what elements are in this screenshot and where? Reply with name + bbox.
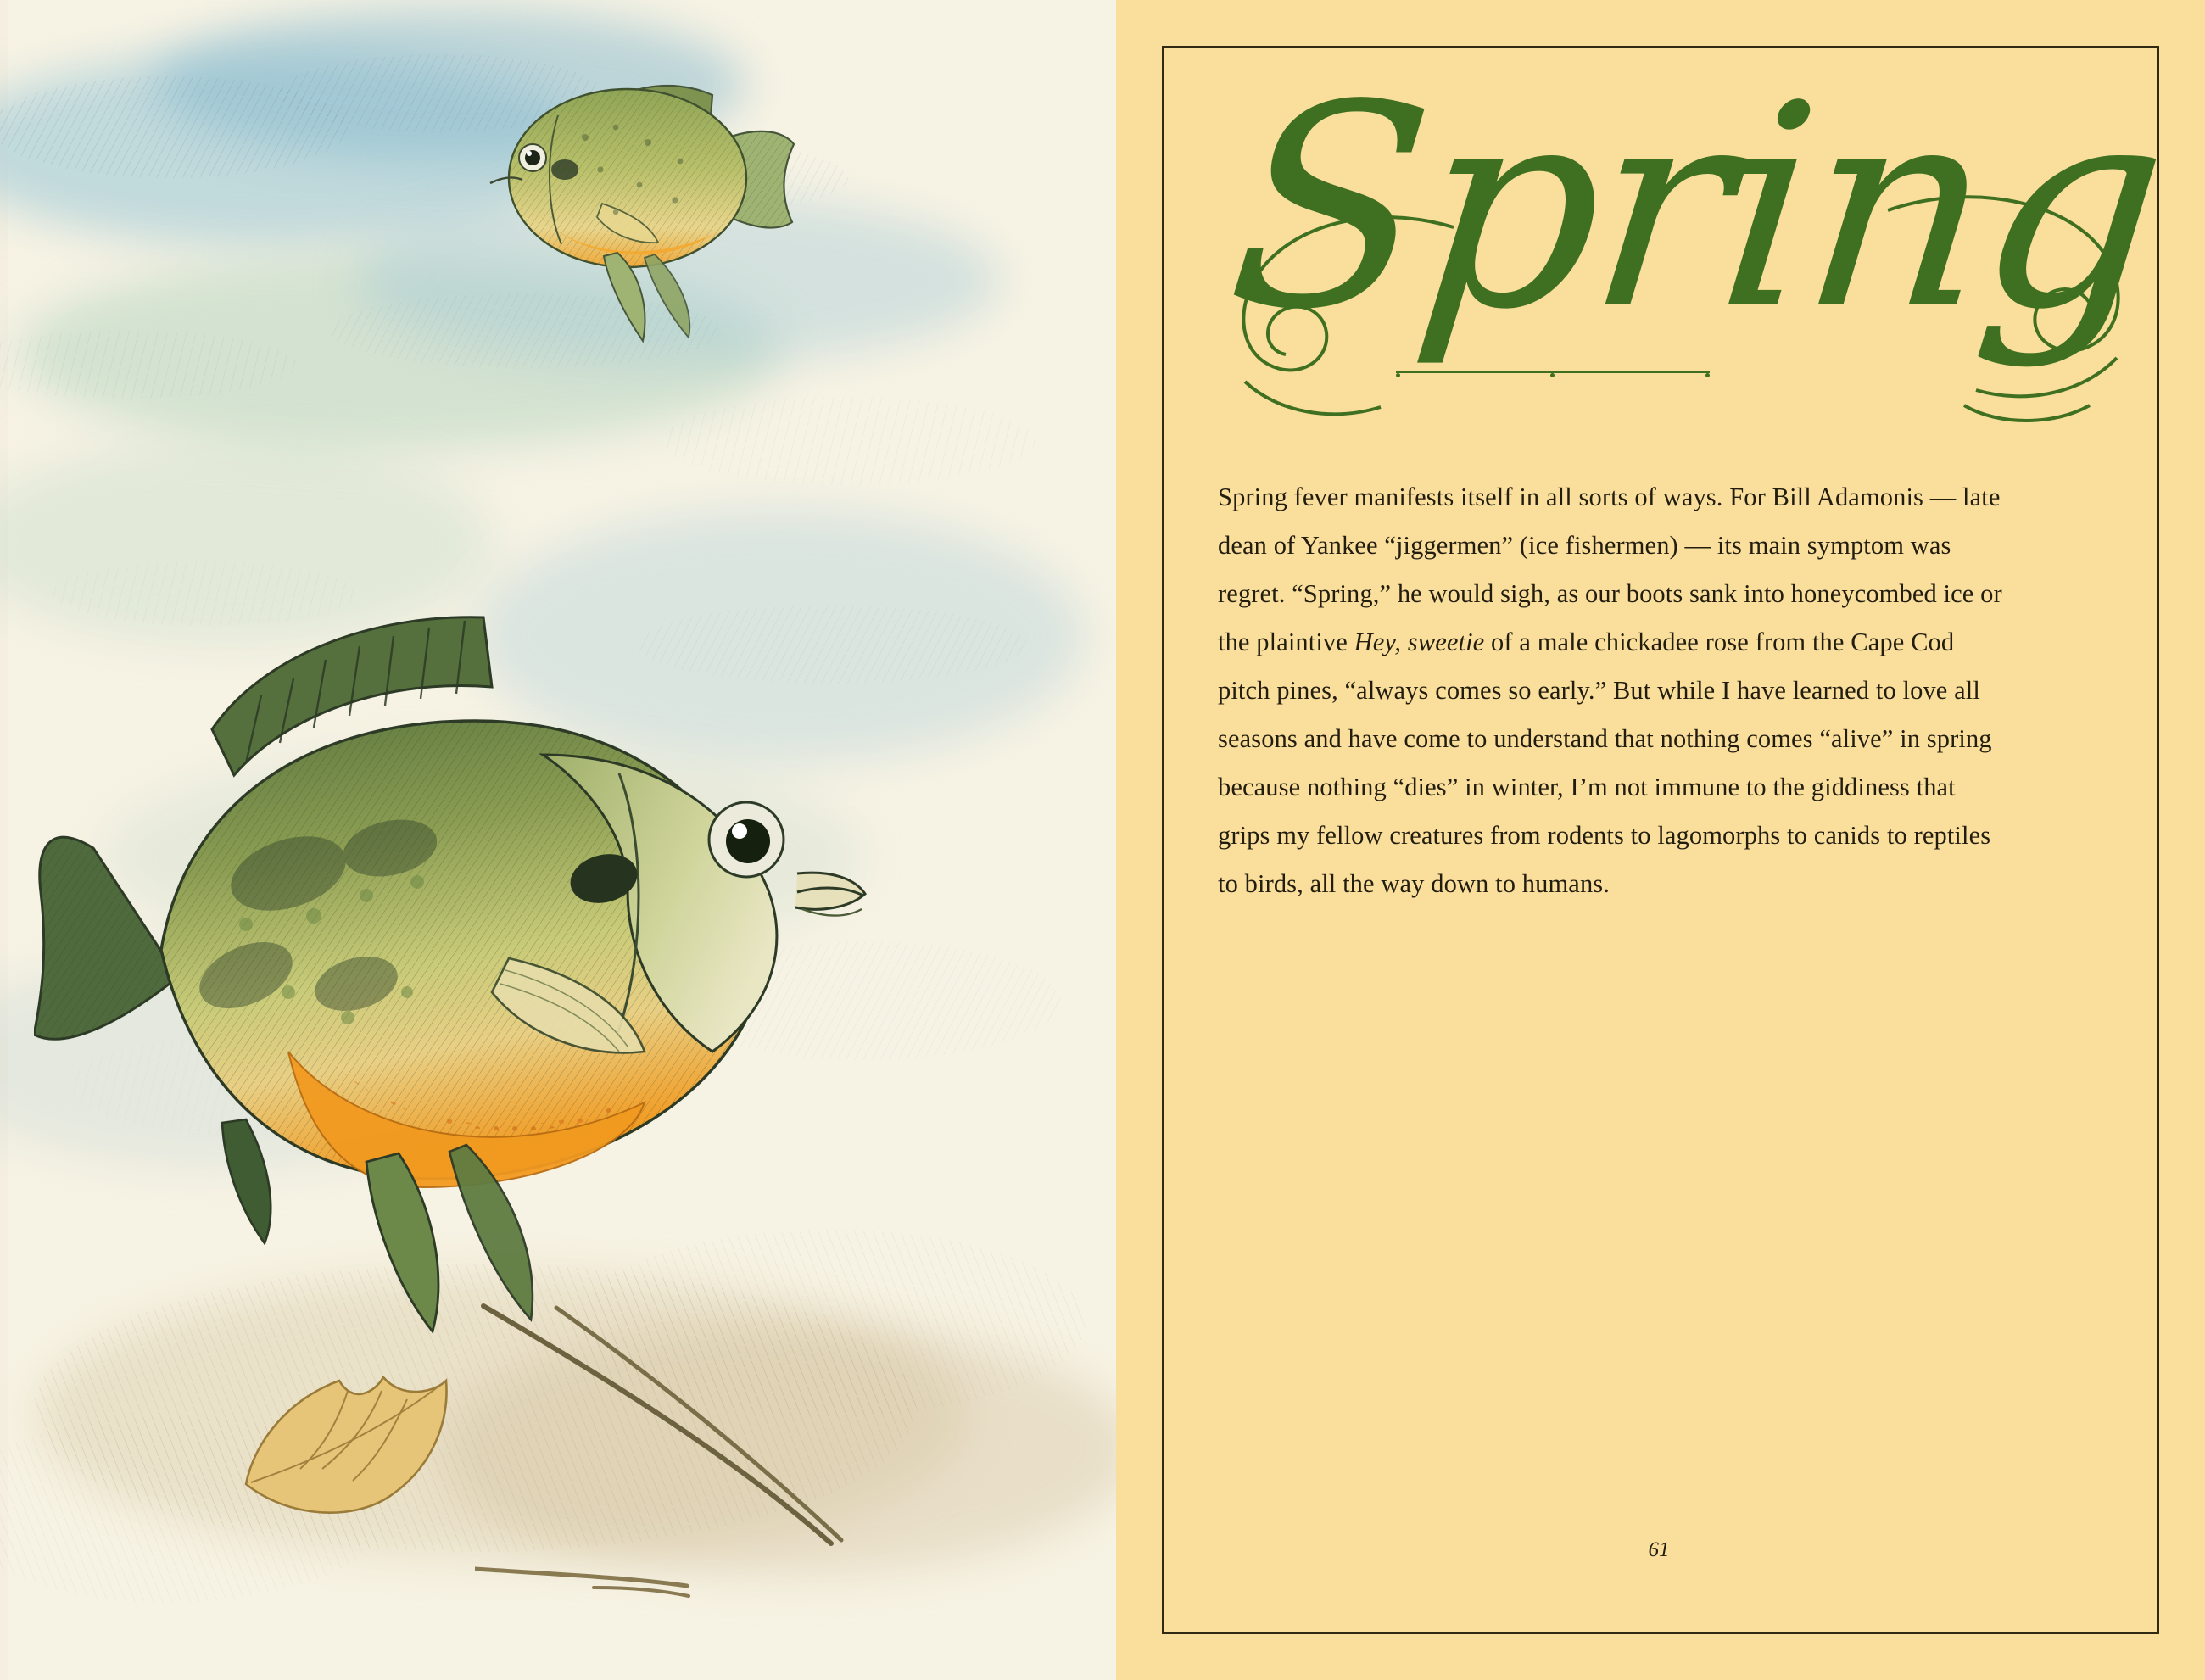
body-text-part-1: Spring fever manifests itself in all sorts of ways. For Bill Adamonis — late dean of Yankee “jiggermen” (ice fishermen) — its main symptom was regret. “Spring,” he would sigh, as our boots sank into honeycombed ice or the plaintive [1218,483,2002,656]
fish-upper [458,42,848,445]
fallen-leaf [195,1340,517,1565]
page-number: 61 [1648,1538,1670,1561]
chapter-title-block [1217,45,2175,466]
chapter-title: Spring [1217,45,2175,371]
fish-lower [34,594,1018,1344]
page-edge-strip [0,0,8,1680]
title-rule [1396,371,1710,380]
chapter-opening-page [1116,0,2205,1680]
body-paragraph [1218,473,2011,908]
body-text-italic: Hey, sweetie [1354,628,1485,656]
body-text-part-2: of a male chickadee rose from the Cape Cod pitch pines, “always comes so early.” But while I have learned to love all seasons and have come to understand that nothing comes “alive” in spring because nothing “dies” in winter, I’m not immune to the giddiness that grips my fellow creatures from rodents to lagomorphs to canids to reptiles to birds, all the way down to humans. [1218,628,1992,898]
reed-stems [475,1289,1069,1633]
